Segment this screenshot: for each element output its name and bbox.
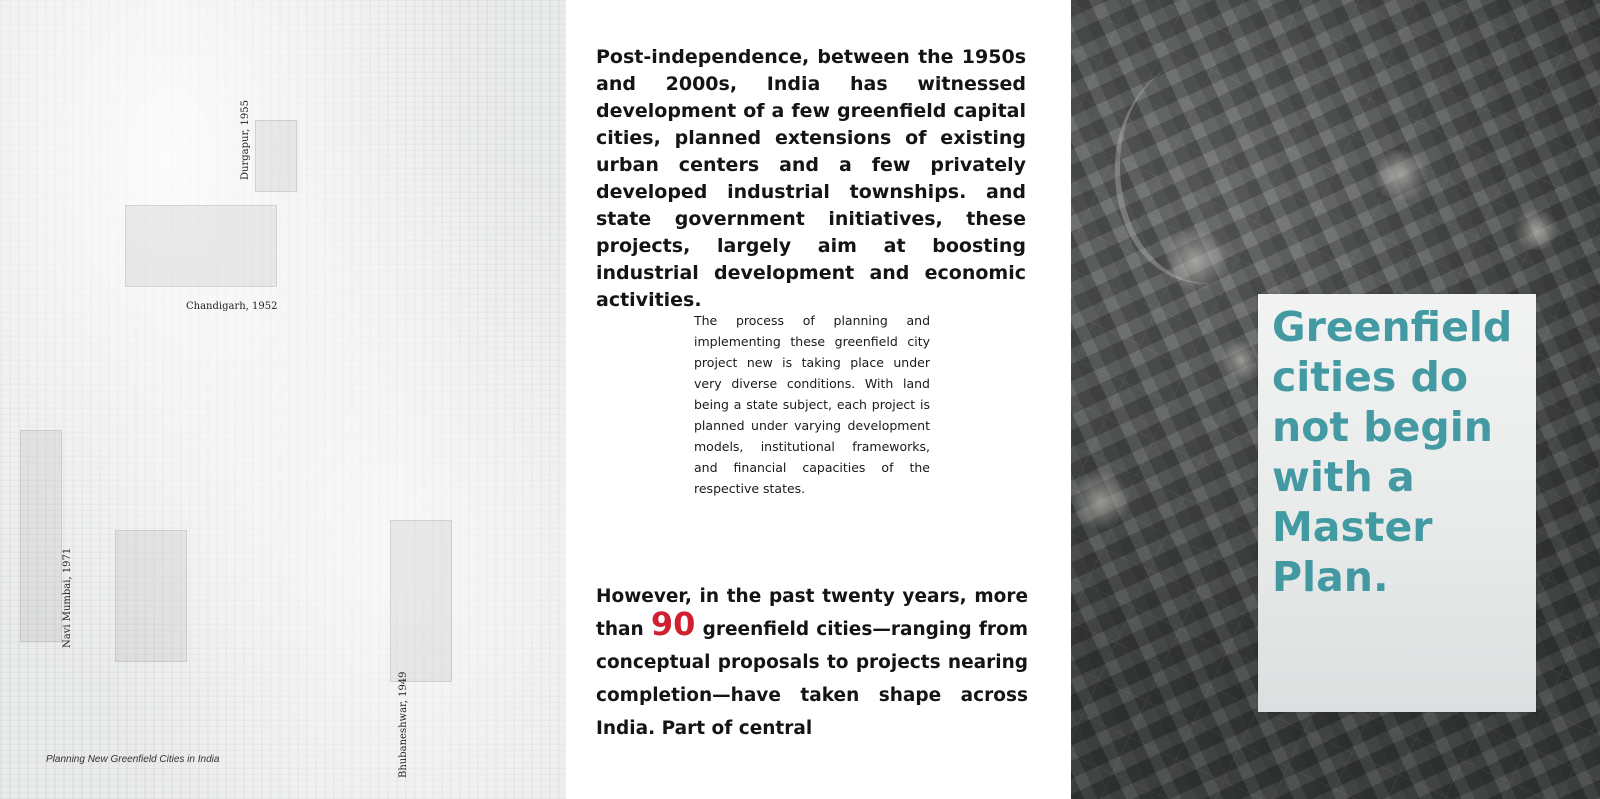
newspaper-collage-panel xyxy=(0,0,566,799)
newsprint-texture xyxy=(470,0,516,799)
city-label-chandigarh: Chandigarh, 1952 xyxy=(186,301,278,312)
pull-quote: Greenfield cities do not begin with a Master Plan. xyxy=(1272,303,1513,601)
newsprint-texture xyxy=(120,0,150,799)
closing-text-before: However, in the past twenty years, more than xyxy=(596,586,1028,640)
city-label-bhubaneshwar: Bhubaneshwar, 1949 xyxy=(398,671,409,778)
quote-card xyxy=(1258,294,1536,712)
page-caption: Planning New Greenfield Cities in India xyxy=(46,754,220,765)
city-label-durgapur: Durgapur, 1955 xyxy=(240,100,251,180)
news-clipping xyxy=(390,520,452,682)
highlight-number: 90 xyxy=(650,605,696,643)
process-paragraph: The process of planning and implementing these greenfield city project new is taking place under very diverse conditions. With land being a state subject, each project is planned under varying development models, institutional frameworks, and financial capacities of the respective states. xyxy=(694,313,930,496)
settlement-cluster xyxy=(1161,230,1231,290)
closing-text-after: greenfield cities—ranging from conceptual proposals to projects nearing completion—have taken shape across India. Part of central xyxy=(596,619,1028,739)
text-panel xyxy=(566,0,1071,799)
city-label-navi-mumbai: Navi Mumbai, 1971 xyxy=(62,547,73,648)
news-clipping xyxy=(115,530,187,662)
settlement-cluster xyxy=(1071,470,1131,530)
newsprint-texture xyxy=(300,0,336,799)
settlement-cluster xyxy=(1511,210,1561,250)
closing-paragraph xyxy=(596,580,1028,745)
news-clipping xyxy=(20,430,62,642)
aerial-image-panel xyxy=(1071,0,1600,799)
settlement-cluster xyxy=(1371,150,1431,200)
news-clipping xyxy=(255,120,297,192)
intro-paragraph: Post-independence, between the 1950s and 2000s, India has witnessed development of a few greenfield capital cities, planned extensions of existing urban centers and a few privately developed industrial townships. and state government initiatives, these projects, largely aim at boosting industrial development and economic activities. xyxy=(596,46,1026,311)
news-clipping xyxy=(125,205,277,287)
newsprint-texture xyxy=(10,0,70,799)
settlement-cluster xyxy=(1221,340,1261,380)
